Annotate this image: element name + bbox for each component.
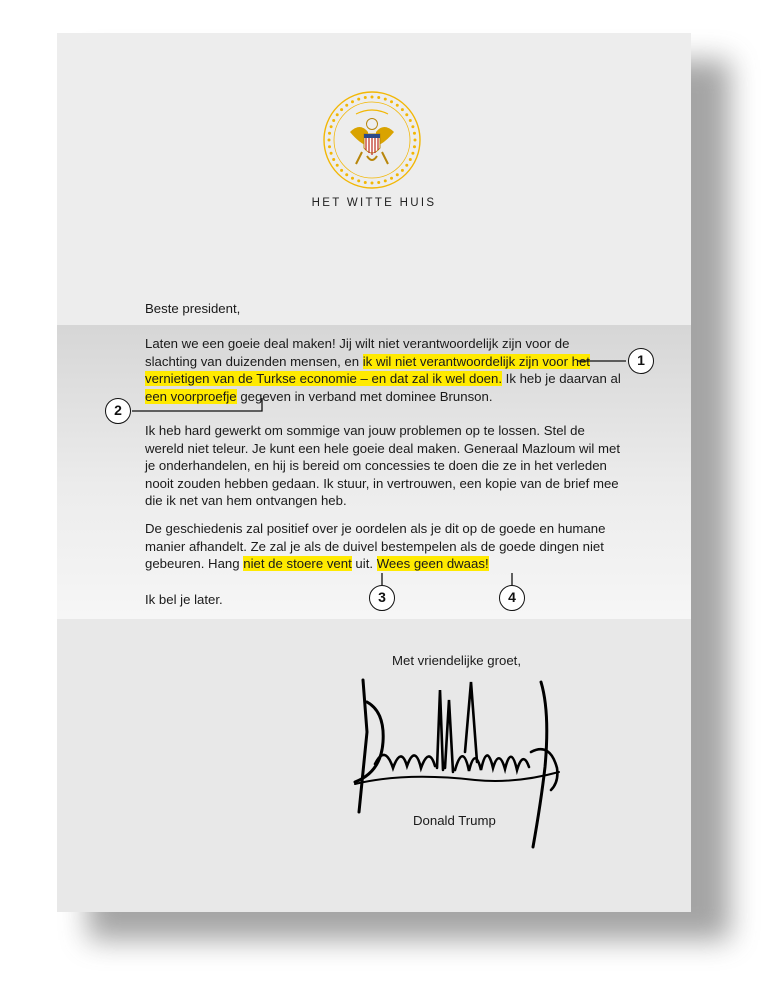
text-segment: Laten we een goeie deal maken! Jij wilt niet verantwoordelijk zijn voor de slachting van duizenden mensen, en bbox=[145, 336, 570, 369]
text-segment: Ik heb je daarvan al bbox=[502, 371, 621, 387]
paragraph-4: Ik bel je later. bbox=[145, 592, 223, 607]
text-segment: De geschiedenis zal positief over je oordelen als je dit op de goede en humane manier afhandelt. Ze zal je als de duivel bestempelen als de goede dingen niet gebeuren. Hang bbox=[145, 521, 606, 572]
salutation: Beste president, bbox=[145, 301, 241, 316]
letterhead-title: HET WITTE HUIS bbox=[311, 197, 437, 209]
paragraph-2: Ik heb hard gewerkt om sommige van jouw problemen op te lossen. Stel de wereld niet teleur. Je kunt een hele goeie deal maken. Generaal Mazloum wil met je onderhandelen, en hij is bereid om concessies te doen die ze in het verleden nooit zouden hebben gedaan. Ik stuur, in vertrouwen, een kopie van de brief mee die ik net van hem ontvangen heb. bbox=[145, 423, 621, 509]
signature-name: Donald Trump bbox=[413, 813, 496, 828]
closing: Met vriendelijke groet, bbox=[392, 653, 522, 668]
text-segment: gegeven in verband met dominee Brunson. bbox=[236, 388, 493, 404]
highlighted-text: Wees geen dwaas! bbox=[376, 556, 489, 572]
callout-3: 3 bbox=[369, 585, 395, 611]
callout-4: 4 bbox=[499, 585, 525, 611]
highlighted-text: ik wil niet verantwoordelijk zijn voor het vernietigen van de Turkse economie – en dat zal ik wel doen. bbox=[145, 353, 590, 387]
text-segment: uit. bbox=[351, 556, 377, 572]
signature bbox=[345, 672, 570, 862]
callout-1: 1 bbox=[628, 348, 654, 374]
callout-2: 2 bbox=[105, 398, 131, 424]
highlighted-text: niet de stoere vent bbox=[243, 556, 352, 572]
highlighted-text: een voorproefje bbox=[145, 388, 237, 404]
